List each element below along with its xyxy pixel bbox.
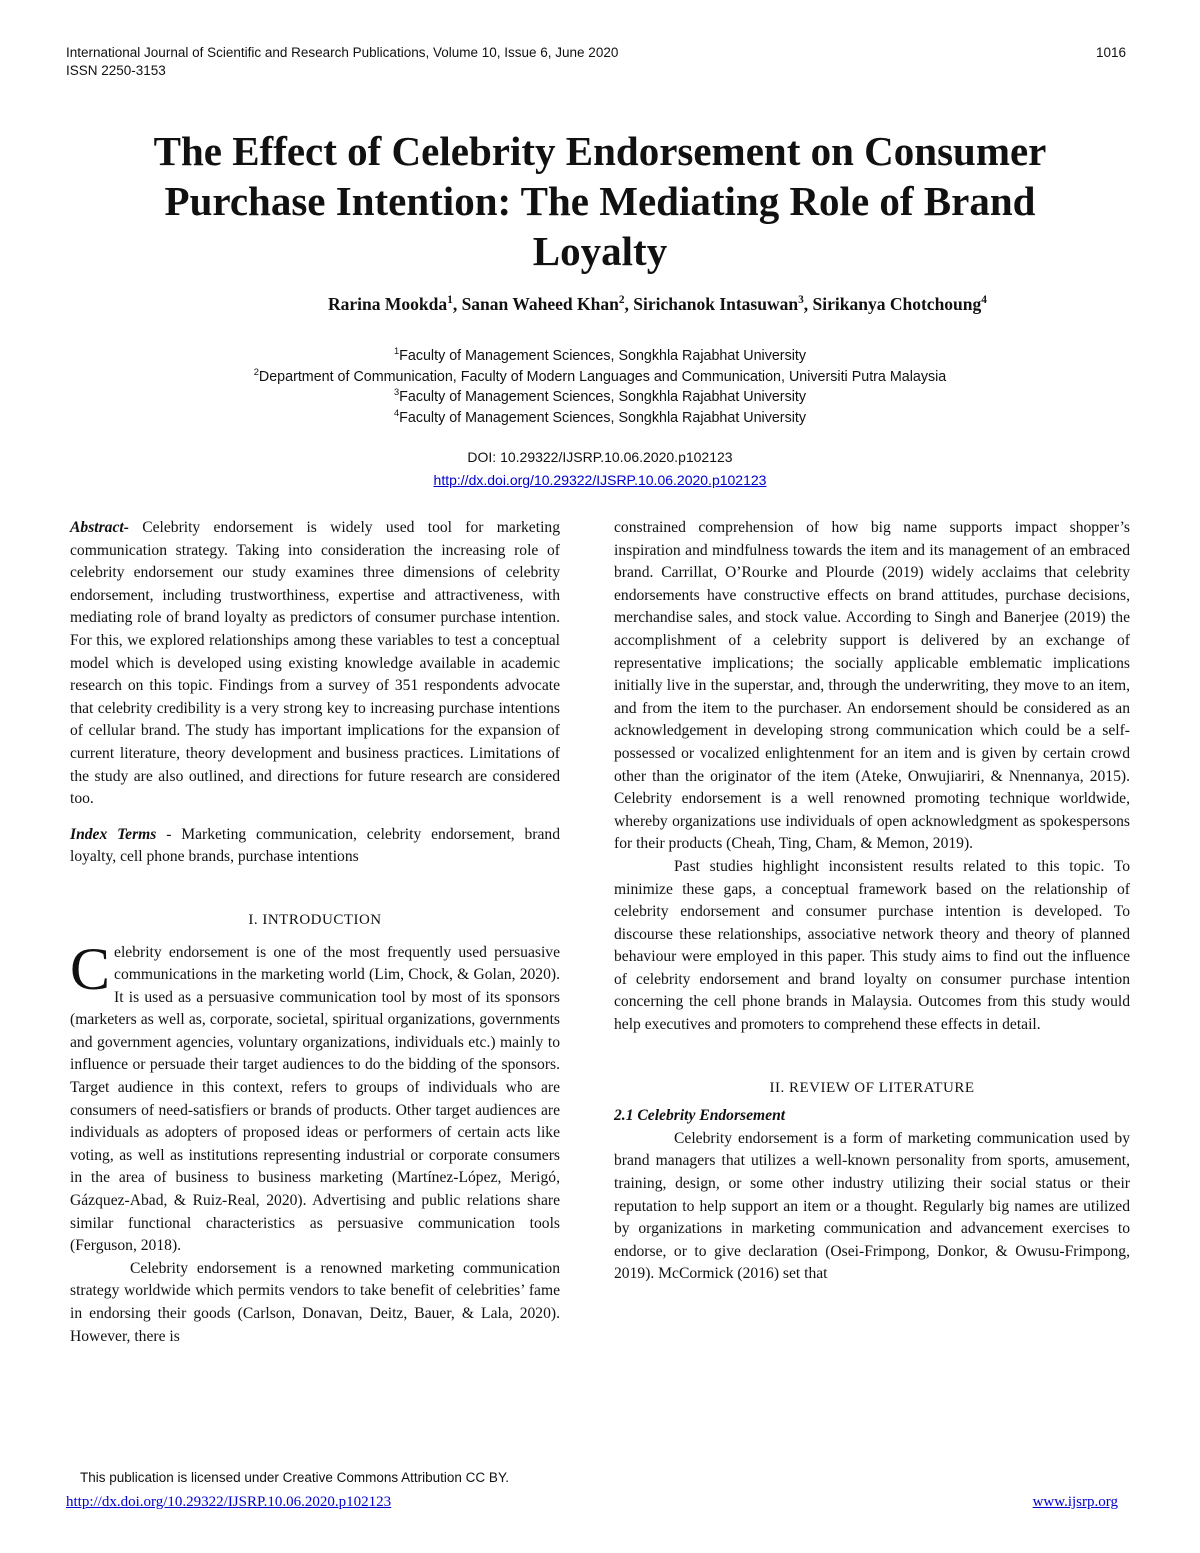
author-sup: 3	[798, 294, 804, 307]
intro-paragraph-2-cont: constrained comprehension of how big name supports impact shopper’s inspiration and mindfulness towards the item and its management of an embraced brand. Carrillat, O’Rourke and Plourde (2019) widely acclaims that celebrity endorsements have constructive effects on brand attitudes, purchase decisions, merchandise sales, and stock value. According to Singh and Banerjee (2019) the accomplishment of a celebrity support is delivered by an exchange of representative implications; the socially applicable emblematic implications initially live in the superstar, and, through the underwriting, they move to an item, and from the item to the purchaser. An endorsement should be considered as an acknowledgement in developing strong communication which could be a self-possessed or vocalized enlightenment for an item and is given by certain crowd other than the originator of the item (Ateke, Onwujiariri, & Nnennanya, 2015). Celebrity endorsement is a well renowned promoting technique worldwide, whereby organizations use individuals of open acknowledgment as spokespersons for their products (Cheah, Ting, Cham, & Memon, 2019).	[614, 519, 1130, 853]
page-number: 1016	[1095, 45, 1126, 60]
paper-title: The Effect of Celebrity Endorsement on Consumer Purchase Intention: The Mediating Role of Brand Loyalty	[153, 128, 1047, 274]
intro-heading: I. INTRODUCTION	[248, 911, 382, 928]
intro-paragraph-3: Past studies highlight inconsistent results related to this topic. To minimize these gaps, a conceptual framework based on the relationship of celebrity endorsement and consumer purchase intention is developed. To discourse these relationships, associative network theory and theory of planned behaviour were employed in this paper. This study aims to find out the influence of celebrity endorsement and brand loyalty on consumer purchase intention concerning the cell phone brands in Malaysia. Outcomes from this study would help executives and promoters to comprehend these effects in detail.	[614, 857, 1130, 1034]
affiliation: $^3$Faculty of Management Sciences, Songkhla Rajabhat University	[393, 387, 807, 405]
doi-link[interactable]: http://dx.doi.org/10.29322/IJSRP.10.06.2020.p102123	[433, 472, 767, 488]
drop-cap: C	[70, 935, 111, 1002]
author-sup: 2	[618, 294, 625, 307]
author-name: Sirichanok Intasuwan	[633, 294, 799, 314]
affiliation: $^2$Department of Communication, Faculty of Modern Languages and Communication, Universiti Putra Malaysia	[253, 366, 947, 385]
intro-paragraph-1: Celebrity endorsement is one of the most frequently used persuasive communications in the marketing world (Lim, Chock, & Golan, 2020). It is used as a persuasive communication tool by most of its sponsors (marketers as well as, corporate, societal, spiritual organizations, governments and government agencies, voluntary organizations, individuals etc.) mainly to influence or persuade their target audiences to do the bidding of the sponsors. Target audience in this context, refers to groups of individuals who are consumers of need-satisfiers or brands of products. Other target audiences are individuals as adopters of proposed ideas or performers of certain acts like voting, as well as institutions representing industrial or corporate consumers in the area of business to business marketing (Martínez-López, Merigó, Gázquez-Abad, & Ruiz-Real, 2020). Advertising and public relations share similar functional characteristics as persuasive communication tools (Ferguson, 2018).	[70, 935, 560, 1255]
page-footer	[66, 1466, 1126, 1514]
abstract-label: Abstract-	[70, 519, 129, 536]
journal-line: International Journal of Scientific and Research Publications, Volume 10, Issue 6, June 2020	[66, 45, 619, 60]
index-terms-text: - Marketing communication, celebrity endorsement, brand loyalty, cell phone brands, purchase intentions	[70, 825, 561, 866]
doi-block	[0, 446, 1200, 492]
author-name: Sirikanya Chotchoung	[812, 294, 982, 314]
abstract-text: Celebrity endorsement is widely used tool for marketing communication strategy. Taking into consideration the increasing role of celebrity endorsement our study examines three dimensions of celebrity endorsement, including trustworthiness, expertise and attractiveness, with mediating role of brand loyalty as predictors of consumer purchase intention. For this, we explored relationships among these variables to test a conceptual model which is developed using existing knowledge available in academic research on this topic. Findings from a survey of 351 respondents advocate that celebrity credibility is a very strong key to increasing purchase intentions of cellular brand. The study has important implications for the expansion of current literature, theory development and business practices. Limitations of the study are also outlined, and directions for future research are considered too.	[70, 519, 560, 808]
index-terms-label: Index Terms	[70, 825, 157, 843]
right-column	[614, 517, 1130, 1286]
license-text: This publication is licensed under Creative Commons Attribution CC BY.	[80, 1470, 509, 1485]
author-sup: 1	[447, 294, 453, 307]
intro-paragraph-2: Celebrity endorsement is a renowned marketing communication strategy worldwide which permits vendors to take benefit of celebrities’ fame in endorsing their goods (Carlson, Donavan, Deitz, Bauer, & Lala, 2020). However, there is	[70, 1259, 560, 1345]
page-header	[66, 44, 1126, 80]
author-list: Rarina Mookda$^1$, Sanan Waheed Khan$^2$, Sirichanok Intasuwan$^3$, Sirikanya Chotchoung$^4$	[328, 294, 987, 314]
doi-label: DOI: 10.29322/IJSRP.10.06.2020.p102123	[467, 449, 733, 465]
affiliations	[0, 346, 1200, 428]
review-subheading: 2.1 Celebrity Endorsement	[614, 1107, 786, 1125]
footer-doi-link[interactable]: http://dx.doi.org/10.29322/IJSRP.10.06.2020.p102123	[66, 1494, 392, 1510]
author-name: Sanan Waheed Khan	[461, 294, 619, 314]
index-terms	[70, 824, 560, 869]
author-sup: 4	[981, 294, 987, 307]
review-paragraph-1: Celebrity endorsement is a form of marketing communication used by brand managers that utilizes a well-known personality from sports, amusement, training, design, or some other industry utilizing their social status or their reputation to help support an item or a thought. Regularly big names are utilized by organizations in marketing communication and advancement exercises to endorse, or to give declaration (Osei-Frimpong, Donkor, & Owusu-Frimpong, 2019). McCormick (2016) set that	[614, 1129, 1130, 1283]
affiliation: $^4$Faculty of Management Sciences, Songkhla Rajabhat University	[393, 407, 807, 426]
abstract	[70, 517, 560, 811]
site-link[interactable]: www.ijsrp.org	[1032, 1494, 1118, 1510]
review-heading: II. REVIEW OF LITERATURE	[769, 1079, 975, 1096]
affiliation: $^1$Faculty of Management Sciences, Songkhla Rajabhat University	[393, 346, 807, 364]
author-name: Rarina Mookda	[328, 294, 448, 314]
issn: ISSN 2250-3153	[66, 63, 166, 78]
left-column	[70, 517, 560, 1348]
